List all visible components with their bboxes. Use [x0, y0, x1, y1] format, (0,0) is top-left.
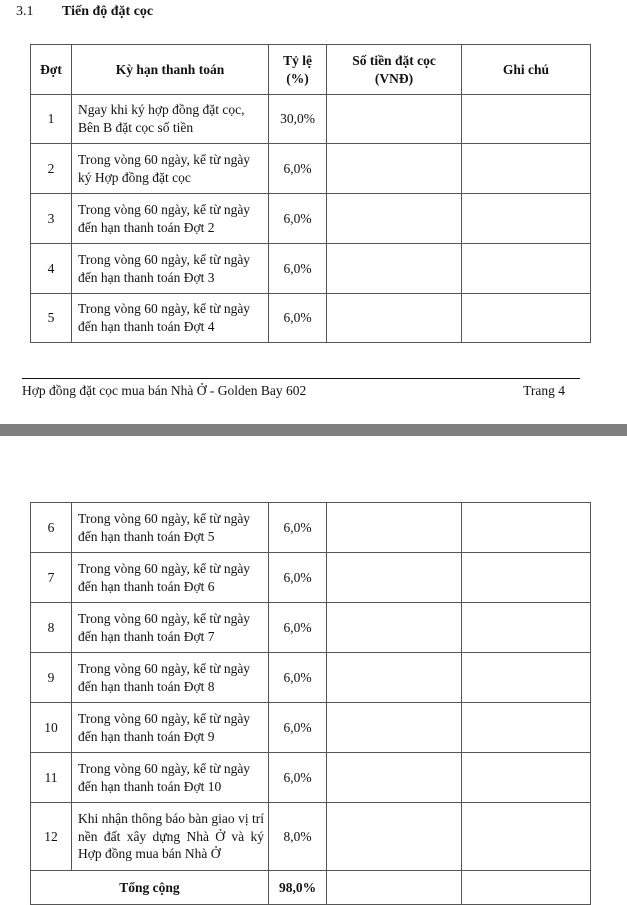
row-note — [462, 503, 591, 553]
row-term: Trong vòng 60 ngày, kể từ ngày đến hạn thanh toán Đợt 8 — [72, 653, 269, 703]
row-term: Trong vòng 60 ngày, kể từ ngày đến hạn thanh toán Đợt 9 — [72, 703, 269, 753]
row-rate: 6,0% — [269, 244, 327, 294]
row-term: Trong vòng 60 ngày, kể từ ngày đến hạn thanh toán Đợt 5 — [72, 503, 269, 553]
total-rate: 98,0% — [269, 871, 327, 905]
header-rate-line2: (%) — [286, 70, 309, 86]
table-row — [31, 603, 591, 653]
row-dot: 4 — [31, 244, 72, 294]
row-rate: 6,0% — [269, 603, 327, 653]
table-row — [31, 803, 591, 871]
table-row — [31, 144, 591, 194]
header-term: Kỳ hạn thanh toán — [72, 45, 269, 95]
row-dot: 7 — [31, 553, 72, 603]
row-dot: 9 — [31, 653, 72, 703]
deposit-schedule-table-page-5 — [30, 502, 591, 905]
row-dot: 5 — [31, 294, 72, 343]
row-term: Trong vòng 60 ngày, kể từ ngày đến hạn thanh toán Đợt 10 — [72, 753, 269, 803]
row-note — [462, 753, 591, 803]
row-amount — [327, 703, 462, 753]
row-term: Trong vòng 60 ngày, kể từ ngày ký Hợp đồng đặt cọc — [72, 144, 269, 194]
row-rate: 8,0% — [269, 803, 327, 871]
row-amount — [327, 144, 462, 194]
section-number: 3.1 — [16, 4, 34, 19]
section-title: Tiến độ đặt cọc — [62, 4, 154, 19]
row-term: Khi nhận thông báo bàn giao vị trí nền đất xây dựng Nhà Ở và ký Hợp đồng mua bán Nhà Ở — [72, 803, 269, 871]
row-amount — [327, 803, 462, 871]
row-rate: 6,0% — [269, 194, 327, 244]
row-rate: 6,0% — [269, 753, 327, 803]
row-note — [462, 803, 591, 871]
row-dot: 10 — [31, 703, 72, 753]
row-term: Trong vòng 60 ngày, kể từ ngày đến hạn thanh toán Đợt 4 — [72, 294, 269, 343]
row-amount — [327, 553, 462, 603]
table-total-row — [31, 871, 591, 905]
row-dot: 6 — [31, 503, 72, 553]
table-row — [31, 653, 591, 703]
row-amount — [327, 503, 462, 553]
table-row — [31, 194, 591, 244]
row-term: Trong vòng 60 ngày, kể từ ngày đến hạn thanh toán Đợt 2 — [72, 194, 269, 244]
row-note — [462, 553, 591, 603]
row-rate: 6,0% — [269, 703, 327, 753]
table-row — [31, 294, 591, 343]
row-rate: 30,0% — [269, 95, 327, 144]
row-rate: 6,0% — [269, 503, 327, 553]
table-row — [31, 703, 591, 753]
row-term: Trong vòng 60 ngày, kể từ ngày đến hạn thanh toán Đợt 7 — [72, 603, 269, 653]
table-row — [31, 503, 591, 553]
deposit-schedule-table-page-4 — [30, 44, 591, 343]
header-amount — [327, 45, 462, 95]
page-separator — [0, 424, 627, 436]
row-rate: 6,0% — [269, 294, 327, 343]
footer-document-title: Hợp đồng đặt cọc mua bán Nhà Ở - Golden Bay 602 — [22, 383, 307, 398]
header-dot: Đợt — [31, 45, 72, 95]
header-amount-line1: Số tiền đặt cọc — [352, 52, 436, 68]
row-amount — [327, 603, 462, 653]
row-term: Trong vòng 60 ngày, kể từ ngày đến hạn thanh toán Đợt 6 — [72, 553, 269, 603]
row-rate: 6,0% — [269, 653, 327, 703]
row-dot: 3 — [31, 194, 72, 244]
table-row — [31, 244, 591, 294]
total-note — [462, 871, 591, 905]
row-note — [462, 294, 591, 343]
row-note — [462, 194, 591, 244]
total-amount — [327, 871, 462, 905]
row-note — [462, 244, 591, 294]
table-row — [31, 95, 591, 144]
row-rate: 6,0% — [269, 553, 327, 603]
row-term: Trong vòng 60 ngày, kể từ ngày đến hạn thanh toán Đợt 3 — [72, 244, 269, 294]
row-rate: 6,0% — [269, 144, 327, 194]
header-amount-line2: (VNĐ) — [374, 70, 414, 86]
row-dot: 8 — [31, 603, 72, 653]
table-row — [31, 753, 591, 803]
header-rate — [269, 45, 327, 95]
row-amount — [327, 753, 462, 803]
row-dot: 12 — [31, 803, 72, 871]
row-note — [462, 653, 591, 703]
header-note: Ghi chú — [462, 45, 591, 95]
row-amount — [327, 244, 462, 294]
row-dot: 2 — [31, 144, 72, 194]
row-amount — [327, 194, 462, 244]
row-note — [462, 703, 591, 753]
footer-divider — [22, 378, 580, 379]
row-dot: 11 — [31, 753, 72, 803]
section-heading — [16, 4, 153, 20]
row-note — [462, 144, 591, 194]
row-term: Ngay khi ký hợp đồng đặt cọc, Bên B đặt cọc số tiền — [72, 95, 269, 144]
row-amount — [327, 95, 462, 144]
row-dot: 1 — [31, 95, 72, 144]
row-note — [462, 95, 591, 144]
total-label: Tổng cộng — [31, 871, 269, 905]
footer-page-number: Trang 4 — [523, 383, 565, 398]
row-note — [462, 603, 591, 653]
table-row — [31, 553, 591, 603]
row-amount — [327, 294, 462, 343]
table-header-row — [31, 45, 591, 95]
header-rate-line1: Tỷ lệ — [283, 52, 312, 68]
row-amount — [327, 653, 462, 703]
